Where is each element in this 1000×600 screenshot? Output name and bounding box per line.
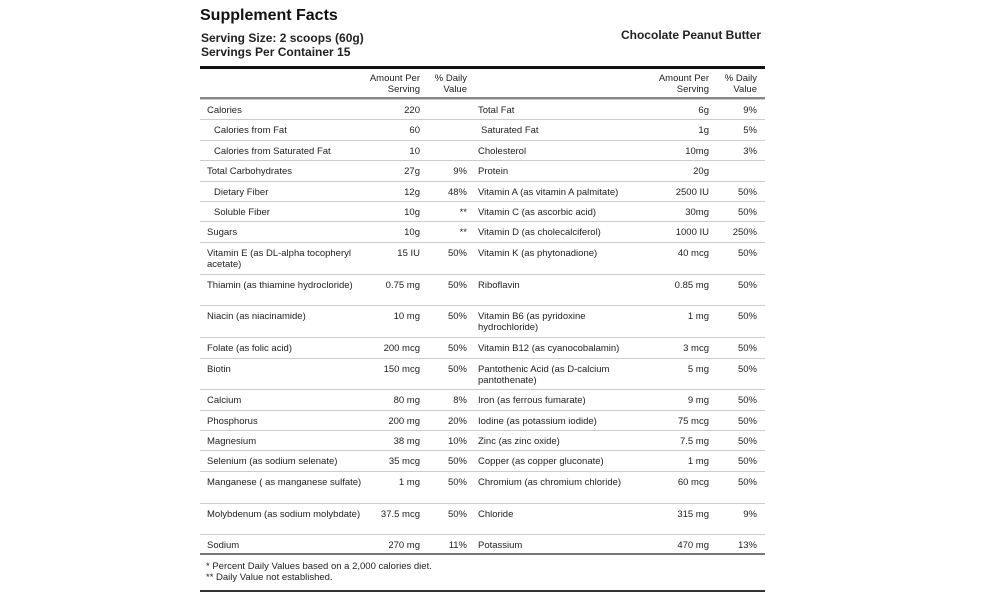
amount: 10g [404, 206, 420, 218]
amount: 40 mcg [677, 247, 709, 259]
daily-value: 50% [447, 508, 467, 520]
nutrient-name: Vitamin B12 (as cyanocobalamin) [478, 343, 620, 355]
amount: 10mg [685, 145, 709, 157]
nutrient-name: Cholesterol [478, 145, 527, 157]
daily-value: 50% [737, 311, 757, 323]
nutrient-name: Calories from Fat [214, 125, 287, 137]
daily-value: 50% [447, 456, 467, 468]
nutrient-name: Soluble Fiber [214, 206, 270, 218]
daily-value: 50% [737, 206, 757, 218]
daily-value: 50% [447, 247, 467, 259]
amount: 1 mg [398, 476, 420, 488]
table-row [200, 430, 765, 450]
nutrient-name: Vitamin K (as phytonadione) [478, 247, 598, 259]
daily-value: 9% [743, 508, 757, 520]
amount: 200 mcg [383, 343, 420, 355]
table-row [200, 410, 765, 430]
header-amount-right: Amount Per Serving [658, 73, 709, 95]
nutrient-name: Iodine (as potassium iodide) [478, 415, 597, 427]
nutrient-name: Vitamin B6 (as pyridoxine hydrochloride) [478, 311, 586, 334]
servings-per-container: Servings Per Container 15 [201, 45, 351, 59]
table-row [200, 450, 765, 470]
nutrient-name: Magnesium [207, 436, 257, 448]
daily-value: 50% [447, 279, 467, 291]
amount: 315 mg [677, 508, 709, 520]
daily-value: 50% [737, 279, 757, 291]
amount: 220 [404, 105, 420, 116]
amount: 1 mg [687, 456, 709, 468]
serving-size: Serving Size: 2 scoops (60g) [201, 31, 364, 45]
amount: 37.5 mcg [380, 508, 420, 520]
amount: 60 [409, 125, 420, 137]
nutrient-name: Calcium [207, 395, 242, 407]
nutrient-name: Total Carbohydrates [207, 166, 293, 178]
table-row [200, 242, 765, 274]
table-row [200, 358, 765, 390]
supplement-facts-table [200, 66, 765, 592]
page-title: Supplement Facts [200, 7, 338, 24]
amount: 27g [404, 166, 420, 178]
amount: 150 mcg [383, 363, 420, 375]
nutrient-name: Chloride [478, 508, 514, 520]
daily-value: ** [459, 227, 467, 239]
nutrient-name: Thiamin (as thiamine hydrocloride) [207, 279, 353, 291]
footnote: ** Daily Value not established. [206, 571, 333, 583]
nutrient-name: Vitamin C (as ascorbic acid) [478, 206, 597, 218]
nutrient-name: Niacin (as niacinamide) [207, 311, 306, 323]
footnote: * Percent Daily Values based on a 2,000 calories diet. [206, 560, 432, 572]
daily-value: 50% [737, 186, 757, 198]
amount: 5 mg [687, 363, 709, 375]
nutrient-name: Dietary Fiber [214, 186, 269, 198]
amount: 1 mg [687, 311, 709, 323]
amount: 15 IU [397, 247, 420, 259]
daily-value: 50% [447, 343, 467, 355]
amount: 6g [698, 105, 709, 116]
nutrient-name: Vitamin E (as DL-alpha tocopheryl acetate) [207, 247, 351, 270]
nutrient-name: Chromium (as chromium chloride) [478, 476, 622, 488]
nutrient-name: Molybdenum (as sodium molybdate) [207, 508, 361, 520]
table-row [200, 305, 765, 337]
amount: 7.5 mg [679, 436, 709, 448]
nutrient-name: Vitamin A (as vitamin A palmitate) [478, 186, 619, 198]
table-row [200, 99, 765, 119]
header-dv-right: % Daily Value [724, 73, 757, 95]
amount: 470 mg [677, 540, 709, 552]
nutrient-name: Biotin [207, 363, 231, 375]
amount: 80 mg [393, 395, 420, 407]
table-row [200, 201, 765, 221]
amount: 0.85 mg [674, 279, 709, 291]
daily-value: 9% [743, 105, 757, 116]
amount: 10 [409, 145, 420, 157]
nutrient-name: Calories [207, 105, 242, 116]
nutrient-name: Vitamin D (as cholecalciferol) [478, 227, 601, 239]
daily-value: 48% [447, 186, 467, 198]
daily-value: 50% [737, 415, 757, 427]
amount: 35 mcg [388, 456, 420, 468]
nutrient-name: Zinc (as zinc oxide) [478, 436, 560, 448]
amount: 12g [404, 186, 420, 198]
table-row [200, 389, 765, 409]
daily-value: 10% [447, 436, 467, 448]
nutrient-name: Folate (as folic acid) [207, 343, 293, 355]
daily-value: 50% [737, 363, 757, 375]
amount: 1g [698, 125, 709, 137]
flavor: Chocolate Peanut Butter [620, 28, 761, 42]
table-row [200, 337, 765, 357]
daily-value: 50% [447, 476, 467, 488]
nutrient-name: Pantothenic Acid (as D-calcium pantothenate) [478, 363, 610, 386]
daily-value: 9% [453, 166, 467, 178]
table-row [200, 471, 765, 503]
table-row [200, 274, 765, 306]
amount: 0.75 mg [385, 279, 420, 291]
amount: 2500 IU [675, 186, 709, 198]
amount: 20g [693, 166, 709, 178]
table-header [200, 69, 765, 99]
daily-value: 50% [737, 456, 757, 468]
daily-value: 8% [453, 395, 467, 407]
amount: 9 mg [687, 395, 709, 407]
daily-value: 50% [737, 395, 757, 407]
nutrient-name: Saturated Fat [481, 125, 539, 137]
nutrient-name: Potassium [478, 540, 523, 552]
table-row [200, 119, 765, 139]
serving-info [201, 31, 364, 59]
nutrient-name: Calories from Saturated Fat [214, 145, 331, 157]
table-row [200, 221, 765, 241]
daily-value: 20% [447, 415, 467, 427]
daily-value: 50% [737, 247, 757, 259]
nutrient-name: Manganese ( as manganese sulfate) [207, 476, 362, 488]
daily-value: 11% [448, 540, 467, 552]
header-dv: % Daily Value [434, 73, 467, 95]
table-row [200, 534, 765, 554]
nutrient-name: Sodium [207, 540, 240, 552]
nutrient-name: Total Fat [478, 105, 515, 116]
nutrient-name: Copper (as copper gluconate) [478, 456, 604, 468]
daily-value: 50% [737, 436, 757, 448]
nutrient-name: Phosphorus [207, 415, 258, 427]
amount: 38 mg [393, 436, 420, 448]
amount: 30mg [685, 206, 709, 218]
table-row [200, 181, 765, 201]
daily-value: 3% [743, 145, 757, 157]
daily-value: 50% [737, 476, 757, 488]
table-row [200, 503, 765, 535]
nutrient-name: Riboflavin [478, 279, 520, 291]
daily-value: 250% [732, 227, 757, 239]
daily-value: 50% [447, 363, 467, 375]
nutrient-name: Protein [478, 166, 509, 178]
amount: 10 mg [393, 311, 420, 323]
table-row [200, 140, 765, 160]
daily-value: 50% [737, 343, 757, 355]
nutrient-name: Selenium (as sodium selenate) [207, 456, 338, 468]
table-row [200, 160, 765, 180]
amount: 10g [404, 227, 420, 239]
daily-value: ** [459, 206, 467, 218]
header-amount: Amount Per Serving [369, 73, 420, 95]
daily-value: 13% [737, 540, 757, 552]
amount: 270 mg [388, 540, 420, 552]
amount: 75 mcg [677, 415, 709, 427]
nutrient-name: Iron (as ferrous fumarate) [478, 395, 586, 407]
nutrient-name: Sugars [207, 227, 238, 239]
footnotes [200, 555, 765, 590]
daily-value: 50% [447, 311, 467, 323]
amount: 1000 IU [675, 227, 709, 239]
amount: 3 mcg [683, 343, 709, 355]
daily-value: 5% [743, 125, 757, 137]
amount: 200 mg [388, 415, 420, 427]
amount: 60 mcg [677, 476, 709, 488]
